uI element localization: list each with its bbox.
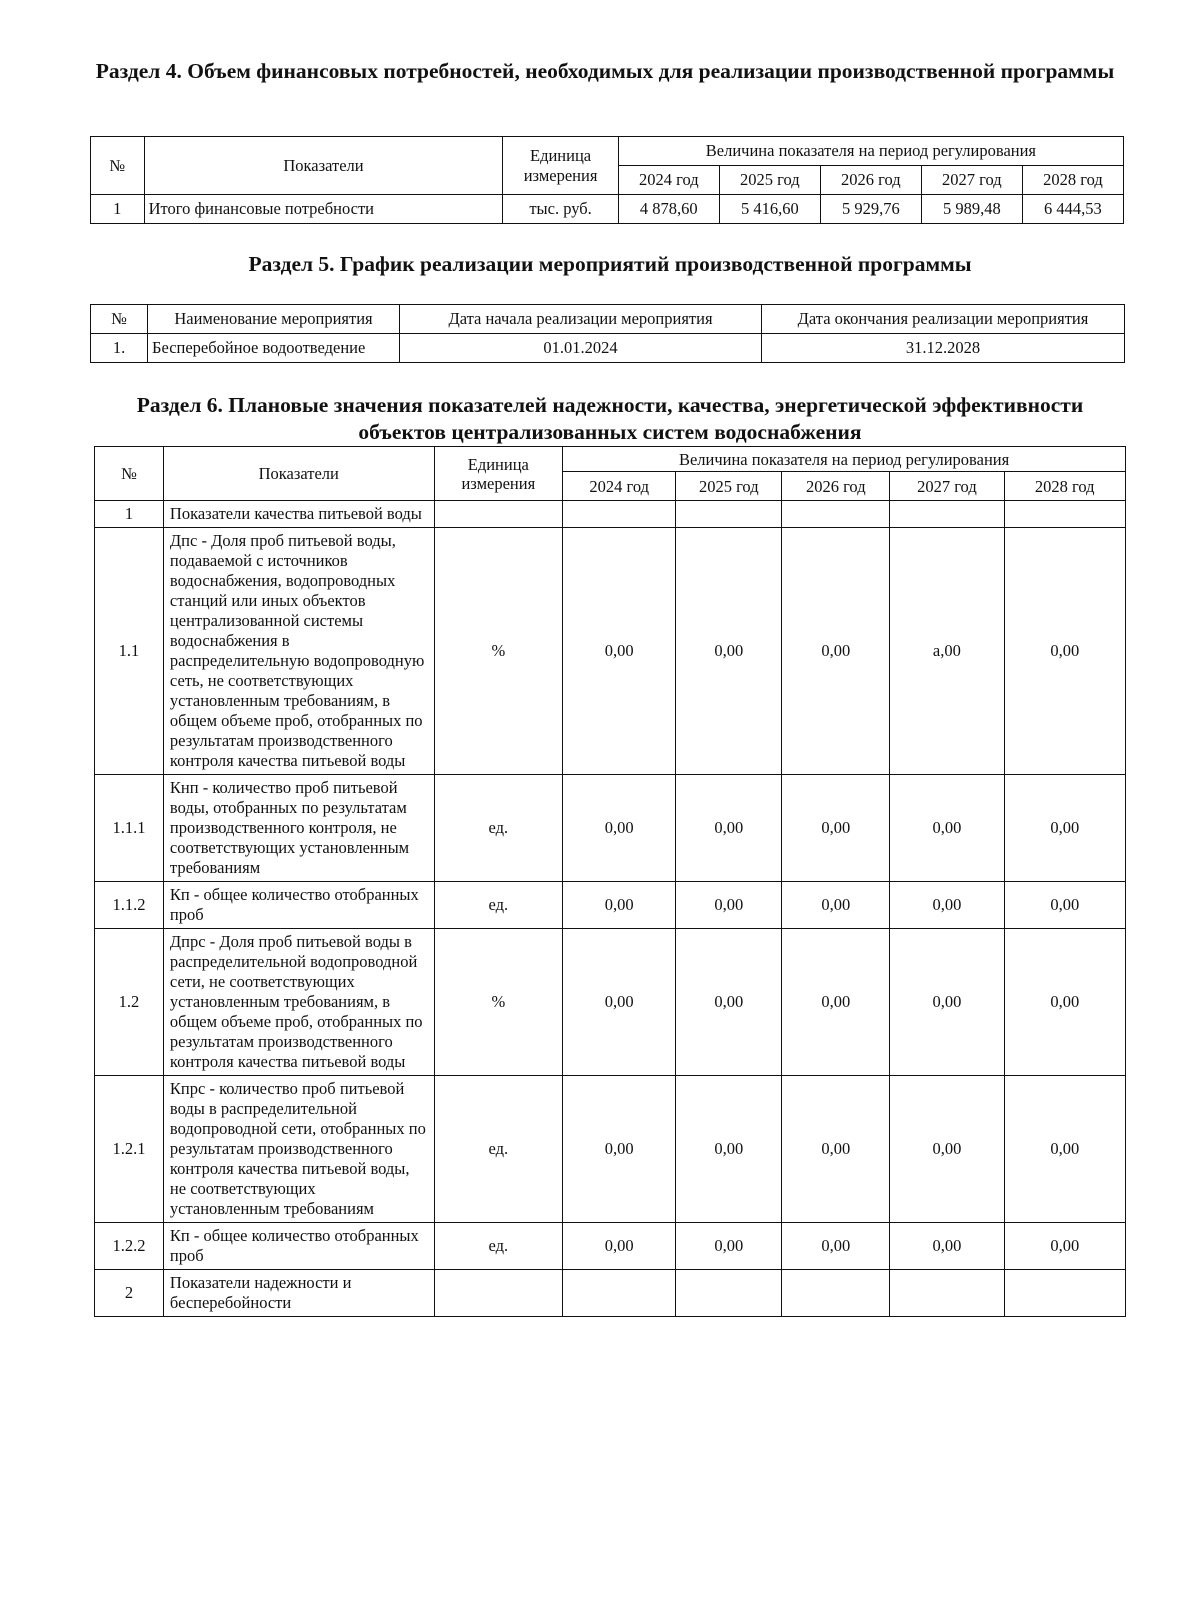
table-row <box>91 334 1125 363</box>
row-name: Дпрс - Доля проб питьевой воды в распределительной водопроводной сети, не соответствующих установленным требованиям, в общем объеме проб, отобранных по результатам производственного контроля качества питьевой воды <box>163 929 434 1076</box>
row-num: 1 <box>95 501 164 528</box>
row-value: 0,00 <box>563 929 676 1076</box>
row-end: 31.12.2028 <box>762 334 1125 363</box>
header-period: Величина показателя на период регулирования <box>563 447 1126 472</box>
section6-title: Раздел 6. Плановые значения показателей надежности, качества, энергетической эффективности объектов централизованных систем водоснабжения <box>136 393 1084 444</box>
header-year: 2024 год <box>563 472 676 501</box>
row-num: 1. <box>91 334 148 363</box>
header-year: 2025 год <box>676 472 782 501</box>
row-value: 0,00 <box>782 528 890 775</box>
table-row <box>91 195 1124 224</box>
section4-title: Раздел 4. Объем финансовых потребностей, необходимых для реализации производственной программы <box>95 59 1115 83</box>
row-num: 1.1.2 <box>95 882 164 929</box>
header-indicator: Показатели <box>163 447 434 501</box>
row-num: 1.1.1 <box>95 775 164 882</box>
row-num: 1.2.2 <box>95 1223 164 1270</box>
row-value: 0,00 <box>1004 1076 1126 1223</box>
row-name: Кп - общее количество отобранных проб <box>163 882 434 929</box>
row-value: 0,00 <box>890 929 1004 1076</box>
row-value: 0,00 <box>676 1223 782 1270</box>
indicators-table <box>94 446 1126 1317</box>
row-value: 0,00 <box>890 1223 1004 1270</box>
row-unit: тыс. руб. <box>503 195 618 224</box>
row-value: 4 878,60 <box>618 195 719 224</box>
table-row <box>95 775 1126 882</box>
table-row <box>95 501 1126 528</box>
header-name: Наименование мероприятия <box>148 305 400 334</box>
header-year: 2027 год <box>890 472 1004 501</box>
row-value: 0,00 <box>676 775 782 882</box>
header-end: Дата окончания реализации мероприятия <box>762 305 1125 334</box>
table-row <box>95 528 1126 775</box>
table-row <box>95 882 1126 929</box>
table-row <box>95 1223 1126 1270</box>
row-value: 0,00 <box>1004 528 1126 775</box>
row-value: 5 989,48 <box>921 195 1022 224</box>
row-name: Бесперебойное водоотведение <box>148 334 400 363</box>
row-value: 0,00 <box>1004 1223 1126 1270</box>
row-value: 0,00 <box>676 929 782 1076</box>
row-unit: ед. <box>434 775 563 882</box>
row-value: 0,00 <box>782 882 890 929</box>
header-year: 2028 год <box>1004 472 1126 501</box>
header-period: Величина показателя на период регулирования <box>618 137 1123 166</box>
row-unit: ед. <box>434 882 563 929</box>
row-num: 1.2 <box>95 929 164 1076</box>
financial-needs-table <box>90 136 1124 224</box>
row-num: 1.1 <box>95 528 164 775</box>
row-name: Кп - общее количество отобранных проб <box>163 1223 434 1270</box>
header-year: 2026 год <box>782 472 890 501</box>
header-year: 2028 год <box>1022 166 1123 195</box>
row-name: Показатели качества питьевой воды <box>163 501 434 528</box>
row-value: 0,00 <box>890 882 1004 929</box>
header-year: 2024 год <box>618 166 719 195</box>
row-value: 6 444,53 <box>1022 195 1123 224</box>
header-num: № <box>95 447 164 501</box>
row-num: 1 <box>91 195 145 224</box>
header-year: 2027 год <box>921 166 1022 195</box>
row-value: 0,00 <box>676 528 782 775</box>
header-start: Дата начала реализации мероприятия <box>400 305 762 334</box>
row-name: Кнп - количество проб питьевой воды, отобранных по результатам производственного контроля, не соответствующих установленным требованиям <box>163 775 434 882</box>
row-name: Кпрс - количество проб питьевой воды в распределительной водопроводной сети, отобранных по результатам производственного контроля качества питьевой воды, не соответствующих установленным требованиям <box>163 1076 434 1223</box>
row-value: 0,00 <box>782 929 890 1076</box>
row-value: 0,00 <box>782 1223 890 1270</box>
row-unit: % <box>434 528 563 775</box>
header-num: № <box>91 305 148 334</box>
row-value: 0,00 <box>563 1076 676 1223</box>
row-value: 0,00 <box>890 775 1004 882</box>
header-unit: Единица измерения <box>503 137 618 195</box>
section5-title: Раздел 5. График реализации мероприятий производственной программы <box>248 252 972 276</box>
row-value: 0,00 <box>676 882 782 929</box>
row-value: 0,00 <box>563 775 676 882</box>
row-value: 5 929,76 <box>820 195 921 224</box>
row-value: 0,00 <box>782 1076 890 1223</box>
row-num: 2 <box>95 1270 164 1317</box>
row-name: Показатели надежности и бесперебойности <box>163 1270 434 1317</box>
row-value: 0,00 <box>676 1076 782 1223</box>
row-unit: % <box>434 929 563 1076</box>
row-value: 0,00 <box>1004 775 1126 882</box>
row-name: Итого финансовые потребности <box>144 195 503 224</box>
table-row <box>95 929 1126 1076</box>
row-unit: ед. <box>434 1223 563 1270</box>
row-value: 0,00 <box>1004 929 1126 1076</box>
row-value: 0,00 <box>563 528 676 775</box>
header-year: 2025 год <box>719 166 820 195</box>
table-row <box>95 1076 1126 1223</box>
table-row <box>95 1270 1126 1317</box>
row-value: а,00 <box>890 528 1004 775</box>
header-indicator: Показатели <box>144 137 503 195</box>
row-value: 0,00 <box>782 775 890 882</box>
schedule-table <box>90 304 1125 363</box>
row-value: 5 416,60 <box>719 195 820 224</box>
row-start: 01.01.2024 <box>400 334 762 363</box>
row-name: Дпс - Доля проб питьевой воды, подаваемой с источников водоснабжения, водопроводных станций или иных объектов централизованной системы водоснабжения в распределительную водопроводную сеть, не соответствующих установленным требованиям, в общем объеме проб, отобранных по результатам производственного контроля качества питьевой воды <box>163 528 434 775</box>
row-unit: ед. <box>434 1076 563 1223</box>
row-value: 0,00 <box>563 882 676 929</box>
row-num: 1.2.1 <box>95 1076 164 1223</box>
header-unit: Единица измерения <box>434 447 563 501</box>
header-num: № <box>91 137 145 195</box>
row-value: 0,00 <box>890 1076 1004 1223</box>
header-year: 2026 год <box>820 166 921 195</box>
row-value: 0,00 <box>563 1223 676 1270</box>
row-value: 0,00 <box>1004 882 1126 929</box>
